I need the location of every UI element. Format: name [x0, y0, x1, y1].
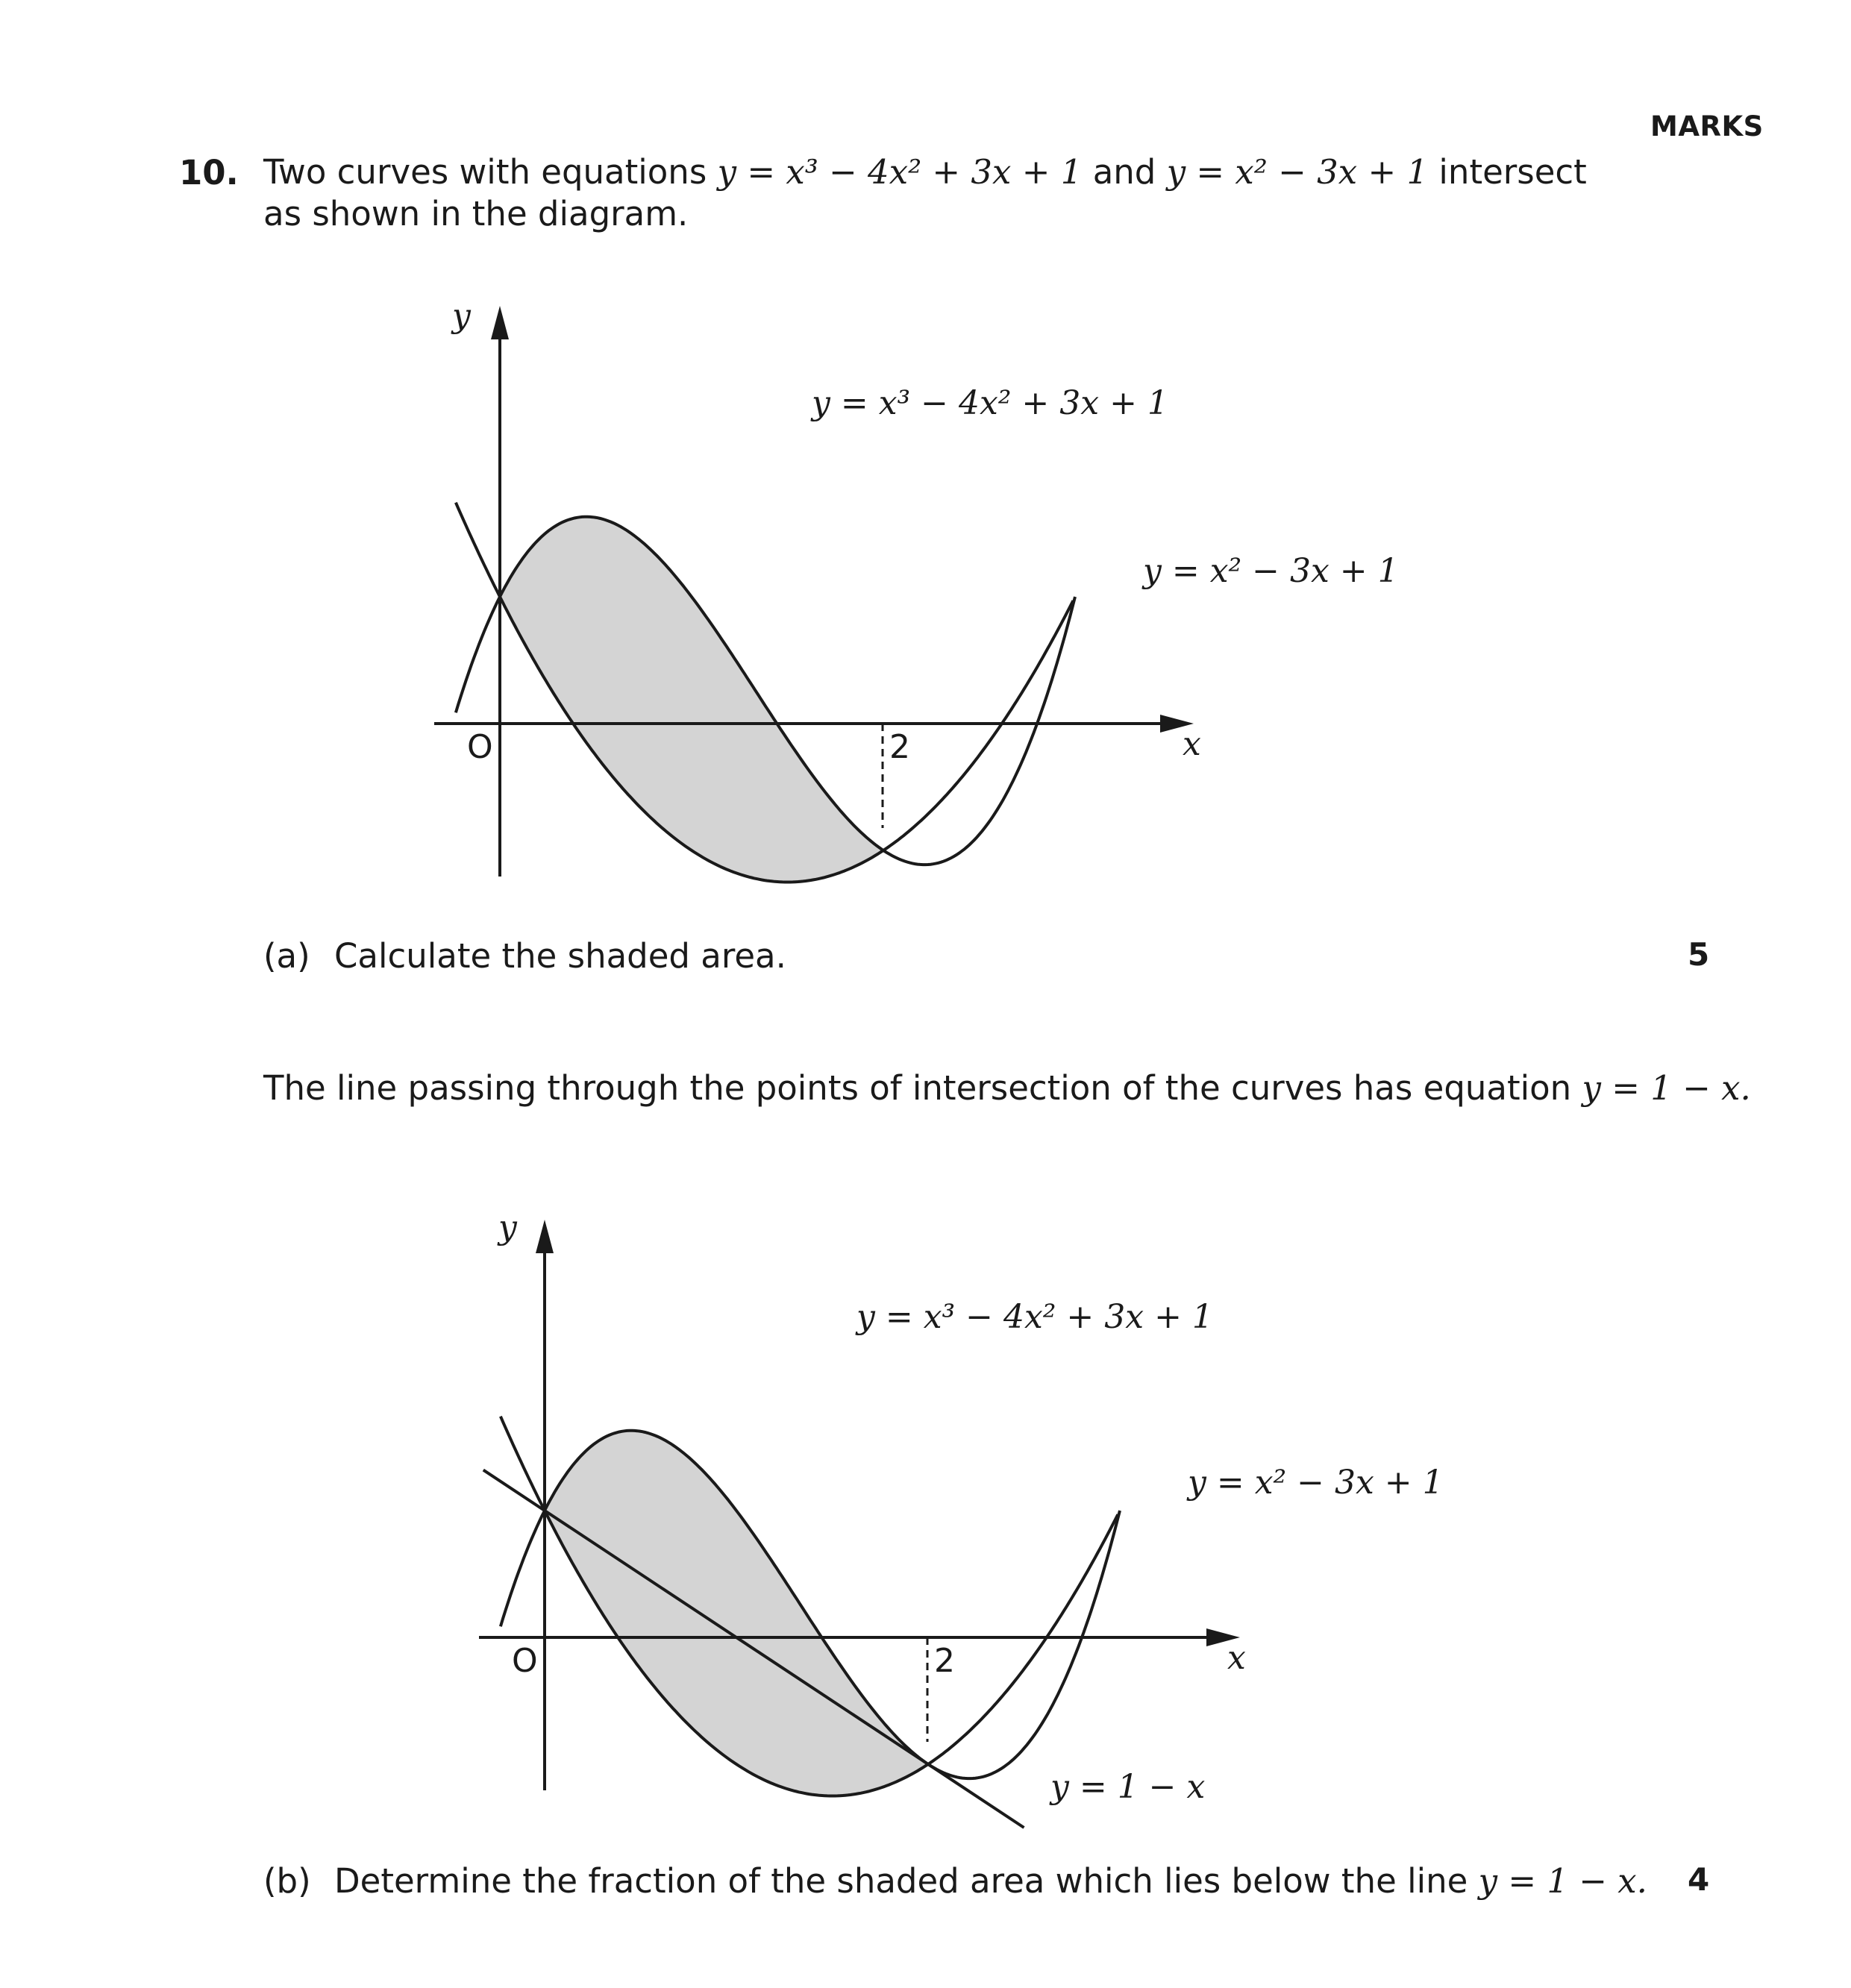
- intro-and: and: [1092, 152, 1156, 192]
- part-a-label: (a): [263, 936, 310, 976]
- y-axis-arrowhead: [536, 1220, 554, 1253]
- y-axis-label: y: [452, 297, 471, 335]
- line-intro-equation: y = 1 − x.: [1582, 1068, 1751, 1108]
- x-tick-label-2: 2: [889, 728, 910, 766]
- part-b: [263, 1861, 1647, 1901]
- part-b-equation: y = 1 − x.: [1478, 1861, 1647, 1901]
- y-axis-label: y: [498, 1208, 517, 1247]
- origin-label: O: [512, 1642, 538, 1680]
- intro-quadratic-equation: y = x² − 3x + 1: [1166, 152, 1429, 192]
- line-label: y = 1 − x: [1050, 1768, 1206, 1806]
- cubic-curve-label: y = x³ − 4x² + 3x + 1: [856, 1298, 1213, 1336]
- intro-start: Two curves with equations: [263, 152, 707, 192]
- part-a-marks: 5: [1688, 936, 1710, 973]
- question-number: 10.: [179, 153, 239, 192]
- x-axis-label: x: [1227, 1639, 1246, 1677]
- x-tick-label-2: 2: [934, 1642, 955, 1680]
- part-b-label: (b): [263, 1861, 311, 1901]
- cubic-curve-label: y = x³ − 4x² + 3x + 1: [812, 384, 1168, 422]
- part-b-marks: 4: [1688, 1861, 1710, 1898]
- intro-end: intersect as shown in the diagram.: [263, 152, 1587, 233]
- x-axis-label: x: [1183, 725, 1201, 763]
- intro-cubic-equation: y = x³ − 4x² + 3x + 1: [717, 152, 1083, 192]
- part-b-text: Determine the fraction of the shaded area which lies below the line: [334, 1861, 1468, 1901]
- quadratic-curve-label: y = x² − 3x + 1: [1188, 1464, 1444, 1502]
- line-intro-sentence: The line passing through the points of intersection of the curves has equation: [263, 1068, 1572, 1108]
- part-a-text: Calculate the shaded area.: [334, 936, 786, 976]
- quadratic-curve-label: y = x² − 3x + 1: [1143, 552, 1399, 590]
- marks-column-header: MARKS: [1650, 110, 1764, 142]
- origin-label: O: [467, 728, 493, 766]
